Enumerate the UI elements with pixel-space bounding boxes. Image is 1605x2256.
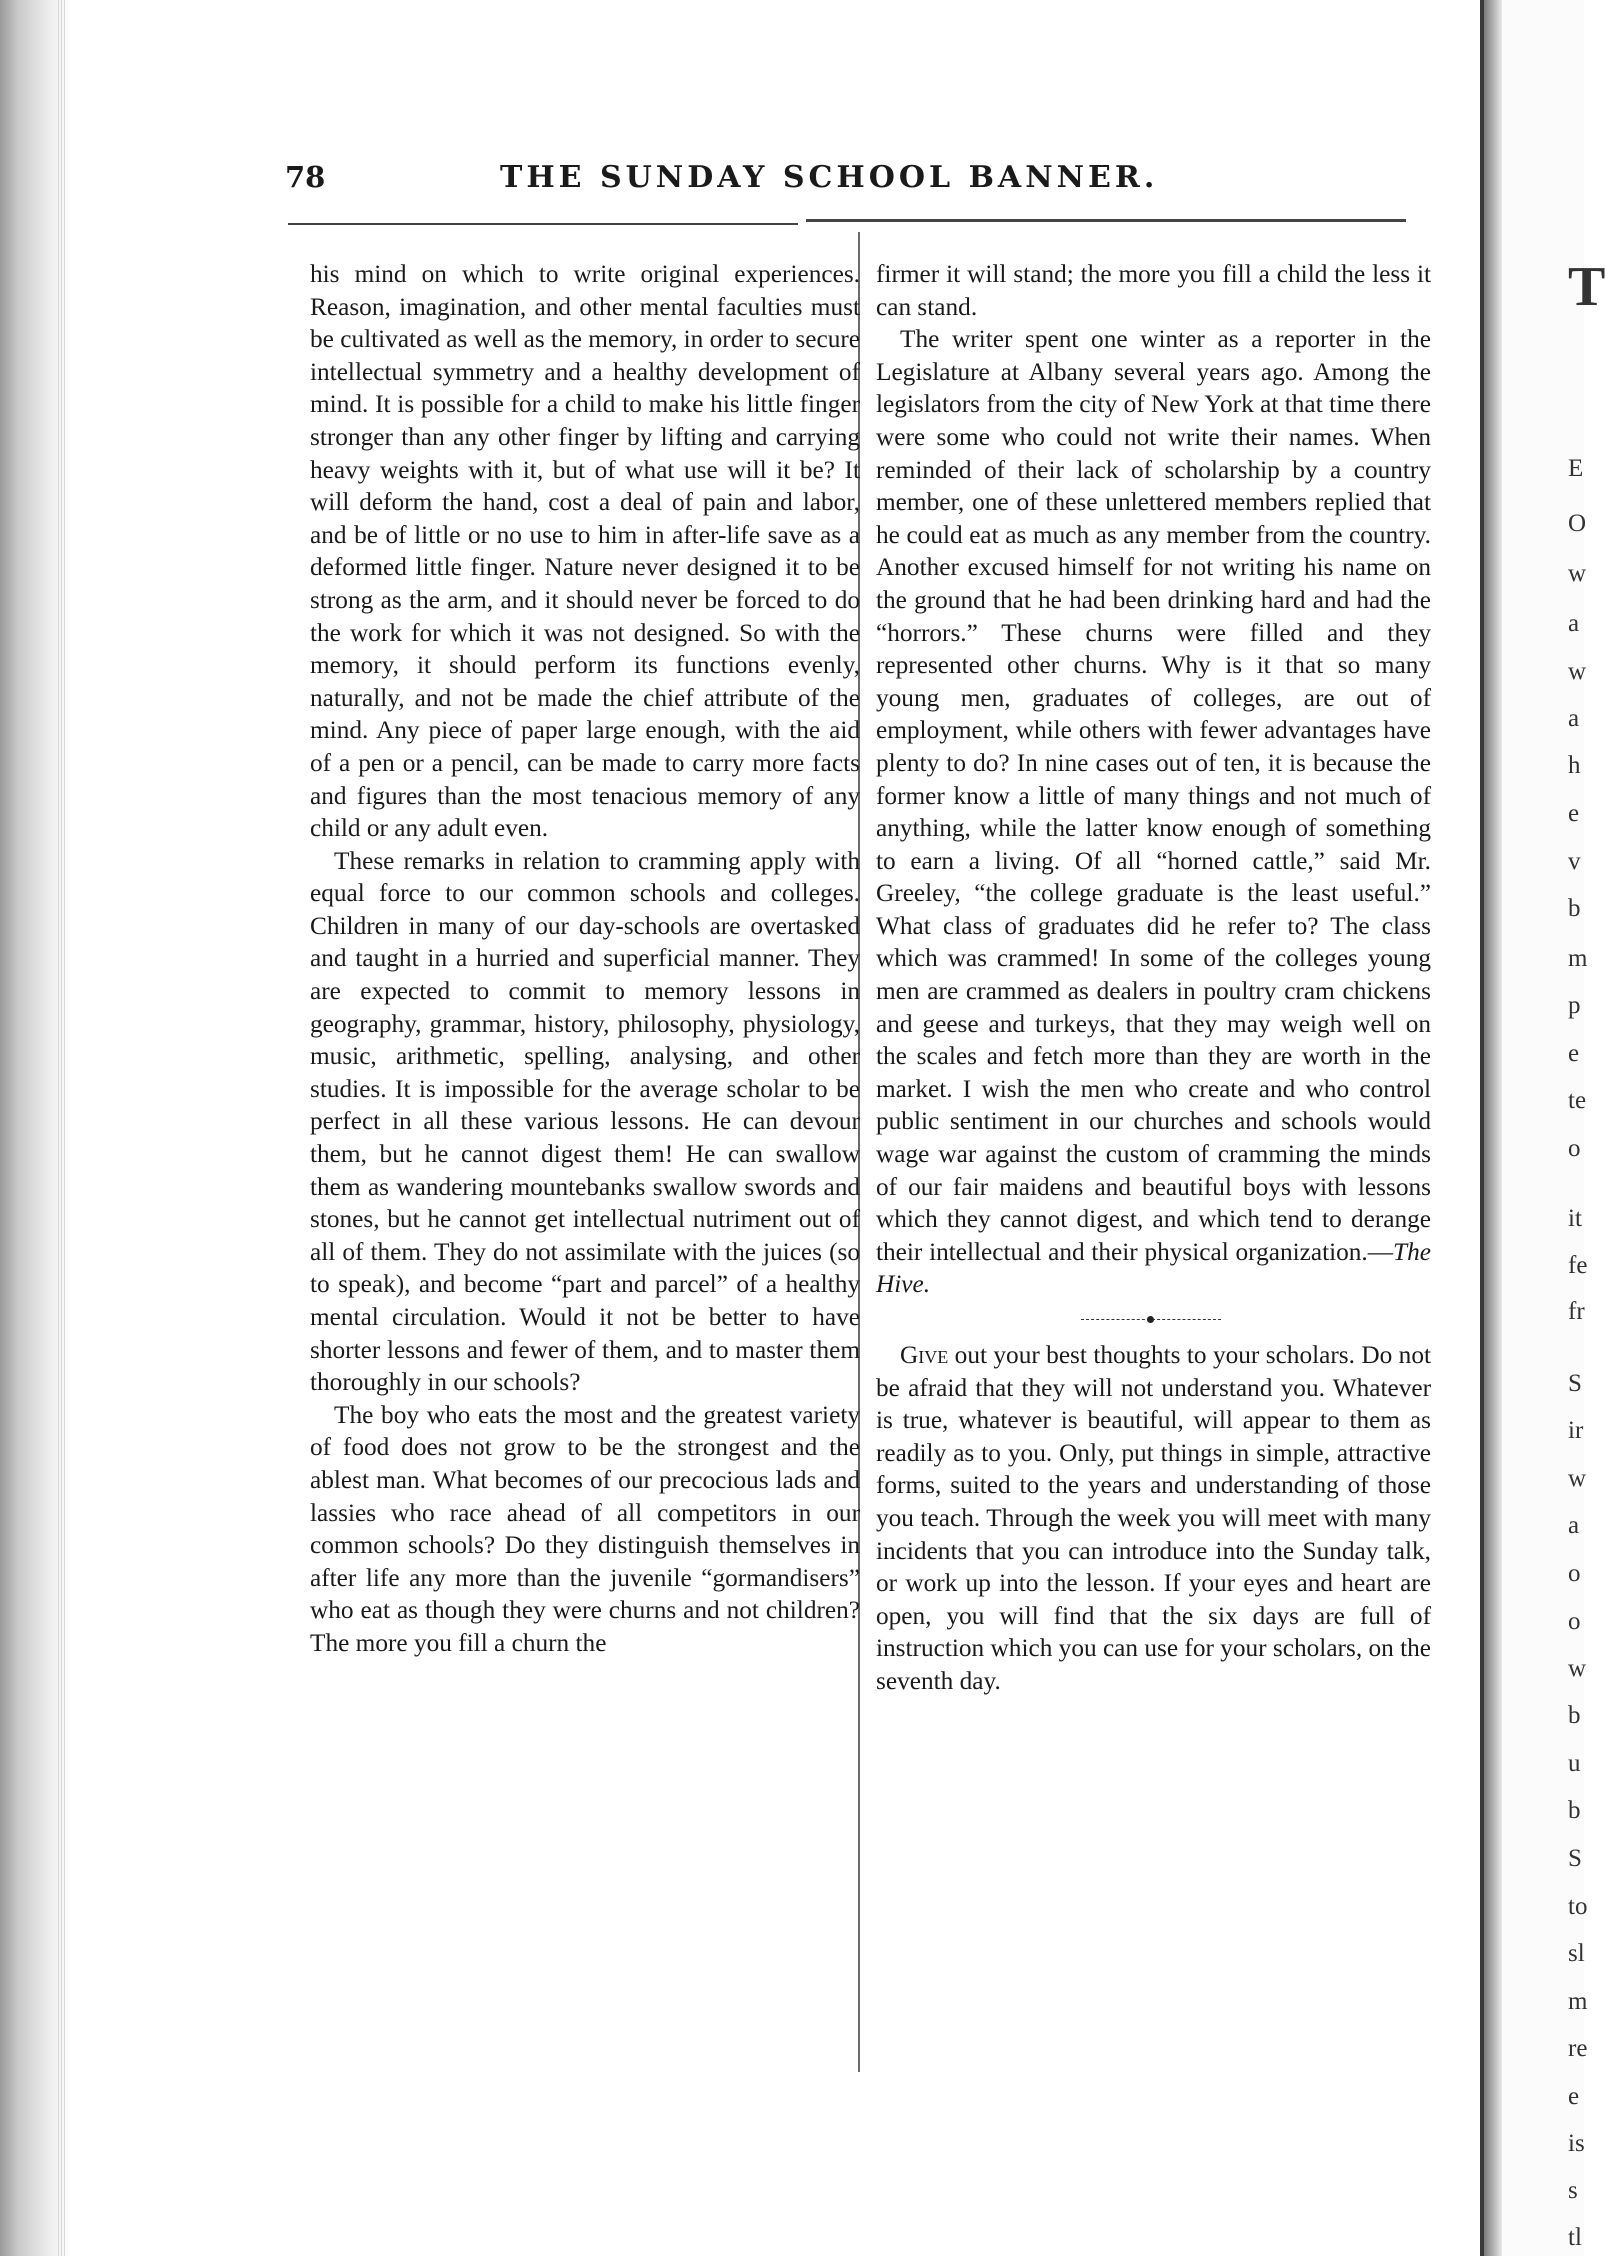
page-number: 78 [285, 160, 326, 194]
next-page-line-fragment: o [1568, 1135, 1581, 1162]
next-page-line-fragment: p [1568, 992, 1581, 1019]
next-page-line-fragment: a [1568, 1512, 1580, 1539]
next-page-line-fragment: te [1568, 1087, 1587, 1114]
right-paragraph-1: firmer it will stand; the more you fill a child the less it can stand. [876, 260, 1431, 321]
next-page-line-fragment: w [1568, 1465, 1587, 1492]
header-rule-left [288, 223, 798, 225]
left-paragraph-3: The boy who eats the most and the greatest variety of food does not grow to be the strongest and the ablest man. What becomes of our precocious lads and lassies who race ahead of all competitors in our common schools? Do they distinguish themselves in after life any more than the juvenile “gormandisers” who eat as though they were churns and not children? The more you fill a churn the [310, 1400, 860, 1657]
left-paragraph-2: These remarks in relation to cramming apply with equal force to our common schools and colleges. Children in many of our day-schools are overtasked and taught in a hurried and superficial manner. They are expected to commit to memory lessons in geography, grammar, history, philosophy, physiology, music, arithmetic, spelling, analysing, and other studies. It is impossible for the average scholar to be perfect in all these various lessons. He can devour them, but he cannot digest them! He can swallow them as wandering mountebanks swallow swords and stones, but he cannot get intellectual nutriment out of all of them. They do not assimilate with the juices (so to speak), and become “part and parcel” of a healthy mental circulation. Would it not be better to have shorter lessons and fewer of them, and to master them thoroughly in our schools? [310, 846, 860, 1397]
source-attribution: The Hive. [876, 1237, 1431, 1299]
next-page-initial: T [1568, 256, 1605, 318]
header-rule-right [806, 219, 1406, 222]
next-page-line-fragment: e [1568, 800, 1580, 827]
next-page-line-fragment: S [1568, 1845, 1582, 1872]
next-page-line-fragment: w [1568, 658, 1587, 685]
next-page-line-fragment: re [1568, 2035, 1588, 2062]
page-edge-lines [58, 0, 66, 2256]
left-column [310, 258, 860, 1660]
right-paragraph-2 [876, 323, 1431, 1301]
next-page-line-fragment: O [1568, 510, 1587, 537]
next-page-line-fragment: is [1568, 2130, 1585, 2157]
next-page-line-fragment: o [1568, 1608, 1581, 1635]
right-column [876, 258, 1431, 1698]
next-page-line-fragment: S [1568, 1370, 1582, 1397]
lead-word: Give [900, 1341, 949, 1369]
section-separator [876, 1301, 1431, 1339]
next-page-line-fragment: h [1568, 752, 1581, 779]
next-page-line-fragment: tl [1568, 2224, 1582, 2251]
adjacent-page-fragment [1502, 0, 1605, 2256]
next-page-line-fragment: e [1568, 1040, 1580, 1067]
next-page-line-fragment: fr [1568, 1298, 1585, 1325]
next-page-line-fragment: w [1568, 560, 1587, 587]
right-paragraph-3-text: out your best thoughts to your scholars. Do not be afraid that they will not understand you. Whatever is true, whatever is beautiful, will appear to them as readily as to you. Only, put things in simple, attractive forms, suited to the years and understanding of those you teach. Through the week you will meet with many incidents that you can introduce into the Sunday talk, or work up into the lesson. If your eyes and heart are open, you will find that the six days are full of instruction which you can use for your scholars, on the seventh day. [876, 1341, 1431, 1695]
next-page-line-fragment: v [1568, 848, 1581, 875]
next-page-line-fragment: w [1568, 1655, 1587, 1682]
next-page-line-fragment: b [1568, 1797, 1581, 1824]
next-page-line-fragment: E [1568, 455, 1584, 482]
separator-dot [1147, 1316, 1154, 1323]
left-paragraph-1: his mind on which to write original experiences. Reason, imagination, and other mental faculties must be cultivated as well as the memory, in order to secure intellectual symmetry and a healthy development of mind. It is possible for a child to make his little finger stronger than any other finger by lifting and carrying heavy weights with it, but of what use will it be? It will deform the hand, cost a deal of pain and labor, and be of little or no use to him in after-life save as a deformed little finger. Nature never designed it to be strong as the arm, and it should never be forced to do the work for which it was not designed. So with the memory, it should perform its functions evenly, naturally, and not be made the chief attribute of the mind. Any piece of paper large enough, with the aid of a pen or a pencil, can be made to carry more facts and figures than the most tenacious memory of any child or any adult even. [310, 260, 860, 843]
next-page-line-fragment: m [1568, 945, 1588, 972]
next-page-line-fragment: it [1568, 1205, 1582, 1232]
binding-gutter-shadow [1484, 0, 1502, 2256]
next-page-line-fragment: sl [1568, 1940, 1585, 1967]
next-page-line-fragment: o [1568, 1560, 1581, 1587]
running-header-title: THE SUNDAY SCHOOL BANNER. [500, 160, 1159, 195]
right-paragraph-3 [876, 1339, 1431, 1698]
next-page-line-fragment: m [1568, 1988, 1588, 2015]
next-page-line-fragment: a [1568, 705, 1580, 732]
next-page-line-fragment: b [1568, 895, 1581, 922]
next-page-line-fragment: fe [1568, 1252, 1588, 1279]
next-page-line-fragment: b [1568, 1702, 1581, 1729]
right-paragraph-2-text: The writer spent one winter as a reporter in the Legislature at Albany several years ago. Among the legislators from the city of New York at that time there were some who could not write their names. When reminded of their lack of scholarship by a country member, one of these unlettered members replied that he could eat as much as any member from the country. Another excused himself for not writing his name on the ground that he had been drinking hard and had the “horrors.” These churns were filled and they represented other churns. Why is it that so many young men, graduates of colleges, are out of employment, while others with fewer advantages have plenty to do? In nine cases out of ten, it is because the former know a little of many things and not much of anything, while the latter know enough of something to earn a living. Of all “horned cattle,” said Mr. Greeley, “the college graduate is the least useful.” What class of graduates did he refer to? The class which was crammed! In some of the colleges young men are crammed as dealers in poultry cram chickens and geese and turkeys, that they may weigh well on the scales and fetch more than they are worth in the market. I wish the men who create and who control public sentiment in our churches and schools would wage war against the custom of cramming the minds of our fair maidens and beautiful boys with lessons which they cannot digest, and which tend to derange their intellectual and their physical organization.— [876, 325, 1431, 1266]
next-page-line-fragment: s [1568, 2177, 1578, 2204]
next-page-line-fragment: u [1568, 1750, 1581, 1777]
next-page-line-fragment: e [1568, 2083, 1580, 2110]
next-page-line-fragment: a [1568, 610, 1580, 637]
next-page-line-fragment: ir [1568, 1417, 1584, 1444]
next-page-line-fragment: to [1568, 1893, 1588, 1920]
